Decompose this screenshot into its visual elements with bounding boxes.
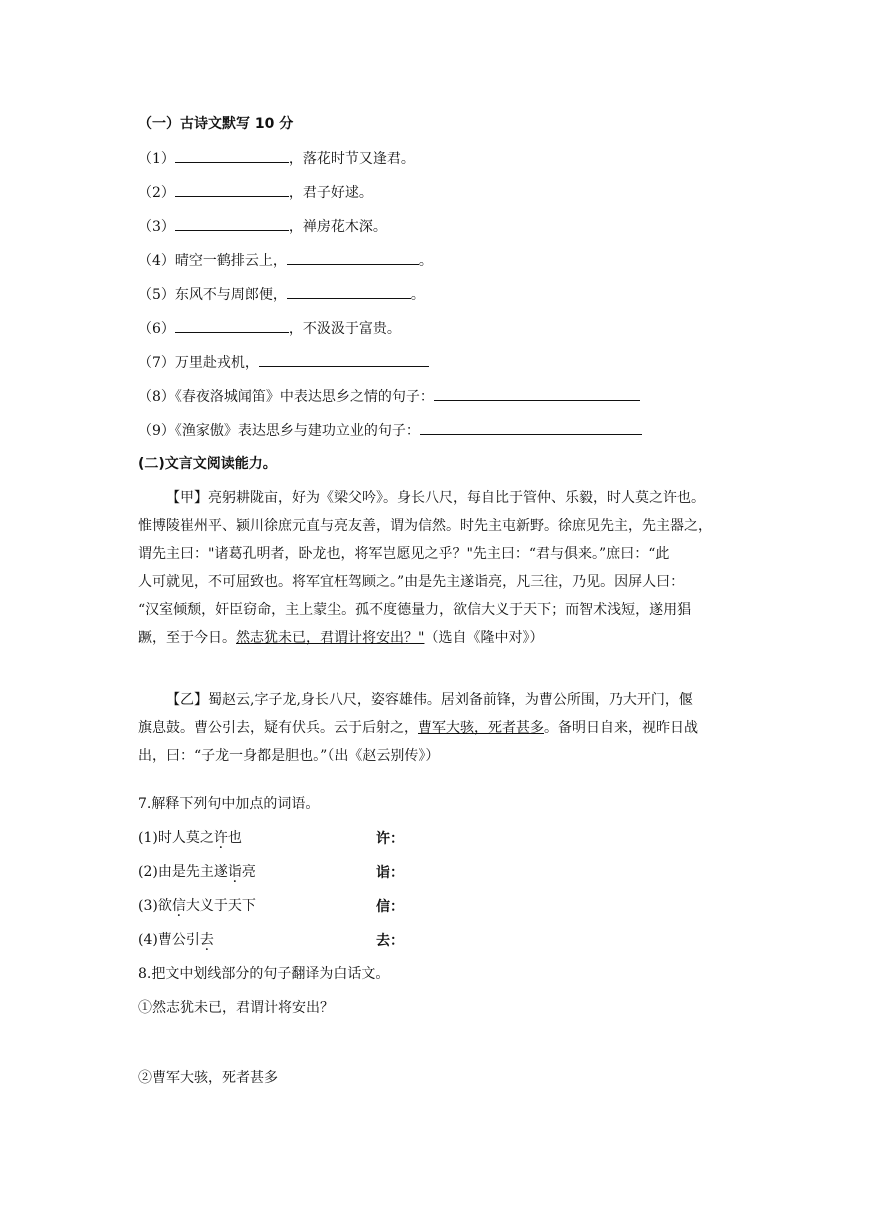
q8-sentence-1: ①然志犹未已，君谓计将安出？	[138, 1000, 334, 1016]
item-text: ，落花时节又逢君。	[288, 151, 415, 167]
item-text: 《渔家傲》表达思乡与建功立业的句子：	[174, 423, 420, 439]
dictation-item-3	[138, 214, 387, 237]
item-text: 亮	[241, 864, 256, 880]
q7-item-2	[138, 862, 256, 882]
passage-b	[138, 686, 738, 770]
item-text: 。	[418, 253, 433, 269]
dictation-item-1	[138, 146, 415, 169]
passage-a-line: 人可就见，不可屈致也。将军宜枉驾顾之。”由是先主遂诣亮，凡三往，乃见。因屏人曰：	[138, 574, 685, 590]
item-text: 时人莫之	[157, 830, 214, 846]
item-number: （1）	[138, 151, 175, 167]
item-number: （8）	[138, 389, 175, 405]
item-text: 欲	[157, 898, 172, 914]
dictation-item-4	[138, 248, 433, 271]
passage-text: 。备明日自来，视昨日战	[544, 720, 698, 736]
item-number: （4）	[138, 253, 175, 269]
item-number: (1)	[138, 830, 158, 846]
dictation-item-5	[138, 282, 425, 305]
item-text: 晴空一鹤排云上，	[174, 253, 287, 269]
q7-item-3	[138, 896, 256, 916]
passage-b-line: 出，曰：“子龙一身都是胆也。”（出《赵云别传》）	[138, 748, 440, 764]
dotted-word: 信	[171, 898, 186, 914]
section1-title: （一）古诗文默写 10 分	[138, 116, 294, 132]
dotted-word: 许	[213, 830, 228, 846]
item-number: (4)	[138, 932, 158, 948]
passage-b-line: 【乙】蜀赵云,字子龙,身长八尺，姿容雄伟。居刘备前锋，为曹公所围，乃大开门，偃	[166, 692, 693, 708]
q7-term-2: 诣：	[376, 865, 404, 881]
item-number: (3)	[138, 898, 158, 914]
underlined-sentence: 然志犹未已，君谓计将安出？"	[236, 630, 425, 646]
passage-a	[138, 484, 738, 652]
dotted-word: 诣	[227, 864, 242, 880]
passage-a-line: “汉室倾颓，奸臣窃命，主上蒙尘。孤不度德量力，欲信大义于天下；而智术浅短，遂用猖	[138, 602, 692, 618]
answer-blank[interactable]	[175, 180, 289, 197]
item-text: 也	[227, 830, 242, 846]
item-number: （3）	[138, 219, 175, 235]
answer-blank[interactable]	[434, 384, 640, 401]
answer-blank[interactable]	[259, 350, 429, 367]
item-text: 东风不与周郎便，	[174, 287, 287, 303]
item-text: 由是先主遂	[157, 864, 228, 880]
passage-a-line	[138, 624, 738, 652]
answer-blank[interactable]	[175, 316, 289, 333]
item-text: ，禅房花木深。	[288, 219, 387, 235]
passage-text: 蹶，至于今日。	[138, 630, 236, 646]
answer-blank[interactable]	[175, 146, 289, 163]
item-text: ，君子好逑。	[288, 185, 373, 201]
q7-item-1	[138, 828, 242, 848]
item-number: （6）	[138, 321, 175, 337]
dictation-item-2	[138, 180, 373, 203]
q8-sentence-2: ②曹军大骇，死者甚多	[138, 1070, 278, 1086]
question-8-title: 8.把文中划线部分的句子翻译为白话文。	[138, 966, 390, 982]
q7-term-1: 许：	[376, 831, 404, 847]
item-text: 《春夜洛城闻笛》中表达思乡之情的句子：	[174, 389, 434, 405]
question-7-title: 7.解释下列句中加点的词语。	[138, 796, 320, 812]
underlined-sentence: 曹军大骇，死者甚多	[418, 720, 544, 736]
item-text: 曹公引	[157, 932, 200, 948]
passage-text: 旗息鼓。曹公引去，疑有伏兵。云于后射之，	[138, 720, 418, 736]
passage-a-line: 【甲】亮躬耕陇亩，好为《梁父吟》。身长八尺，每自比于管仲、乐毅，时人莫之许也。	[166, 490, 705, 506]
item-text: 。	[410, 287, 425, 303]
passage-source: （选自《隆中对》）	[424, 630, 544, 646]
item-number: （5）	[138, 287, 175, 303]
item-number: （2）	[138, 185, 175, 201]
q7-item-4	[138, 930, 214, 950]
dictation-item-7	[138, 350, 429, 373]
q7-term-4: 去：	[376, 933, 404, 949]
dictation-item-6	[138, 316, 401, 339]
q7-term-3: 信：	[376, 899, 404, 915]
item-number: (2)	[138, 864, 158, 880]
passage-b-line	[138, 714, 738, 742]
item-number: （7）	[138, 355, 175, 371]
answer-blank[interactable]	[287, 282, 411, 299]
passage-a-line: 谓先主曰："诸葛孔明者，卧龙也，将军岂愿见之乎？"先主曰：“君与俱来。”庶曰：“此	[138, 546, 670, 562]
item-text: 大义于天下	[185, 898, 256, 914]
dictation-item-9	[138, 418, 642, 441]
item-text: ，不汲汲于富贵。	[288, 321, 401, 337]
dotted-word: 去	[199, 932, 214, 948]
answer-blank[interactable]	[287, 248, 419, 265]
item-number: （9）	[138, 423, 175, 439]
dictation-item-8	[138, 384, 640, 407]
item-text: 万里赴戎机，	[174, 355, 259, 371]
answer-blank[interactable]	[420, 418, 642, 435]
section2-title: (二)文言文阅读能力。	[138, 456, 277, 472]
answer-blank[interactable]	[175, 214, 289, 231]
passage-a-line: 惟博陵崔州平、颍川徐庶元直与亮友善，谓为信然。时先主屯新野。徐庶见先主，先主器之，	[138, 518, 712, 534]
